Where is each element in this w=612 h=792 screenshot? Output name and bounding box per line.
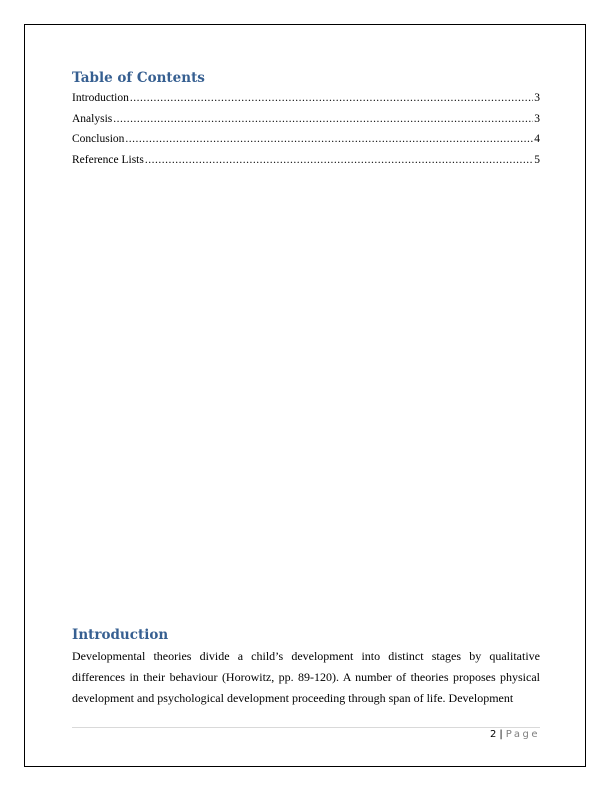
page-footer — [490, 729, 540, 740]
toc-entry-analysis[interactable] — [72, 113, 540, 134]
toc-entry-label[interactable]: Conclusion — [72, 133, 125, 145]
footer-divider — [72, 727, 540, 728]
toc-dot-leader — [130, 92, 533, 104]
footer-separator: | — [499, 729, 503, 740]
toc-dot-leader — [125, 133, 533, 145]
page-word: Page — [505, 729, 540, 740]
toc-entry-page[interactable]: 5 — [534, 153, 540, 166]
toc-entry-reference-lists[interactable] — [72, 154, 540, 175]
introduction-paragraph: Developmental theories divide a child’s development into distinct stages by qualitative differences in their behaviour (Horowitz, pp. 89-120). A number of theories proposes physical development and psychological development proceeding through span of life. Development — [72, 649, 540, 705]
toc-dot-leader — [145, 154, 533, 166]
toc-entry-introduction[interactable] — [72, 92, 540, 113]
toc-entry-conclusion[interactable] — [72, 133, 540, 154]
toc-entry-page[interactable]: 3 — [534, 92, 540, 104]
toc-entry-page[interactable]: 3 — [534, 112, 540, 125]
introduction-heading: Introduction — [72, 627, 169, 643]
table-of-contents — [72, 92, 540, 174]
toc-entry-page[interactable]: 4 — [534, 133, 540, 145]
toc-entry-label[interactable]: Reference Lists — [72, 153, 144, 166]
toc-entry-label[interactable]: Introduction — [72, 92, 129, 104]
toc-dot-leader — [113, 113, 533, 125]
page-number: 2 — [490, 729, 497, 740]
toc-heading: Table of Contents — [72, 70, 205, 86]
toc-entry-label[interactable]: Analysis — [72, 112, 113, 125]
